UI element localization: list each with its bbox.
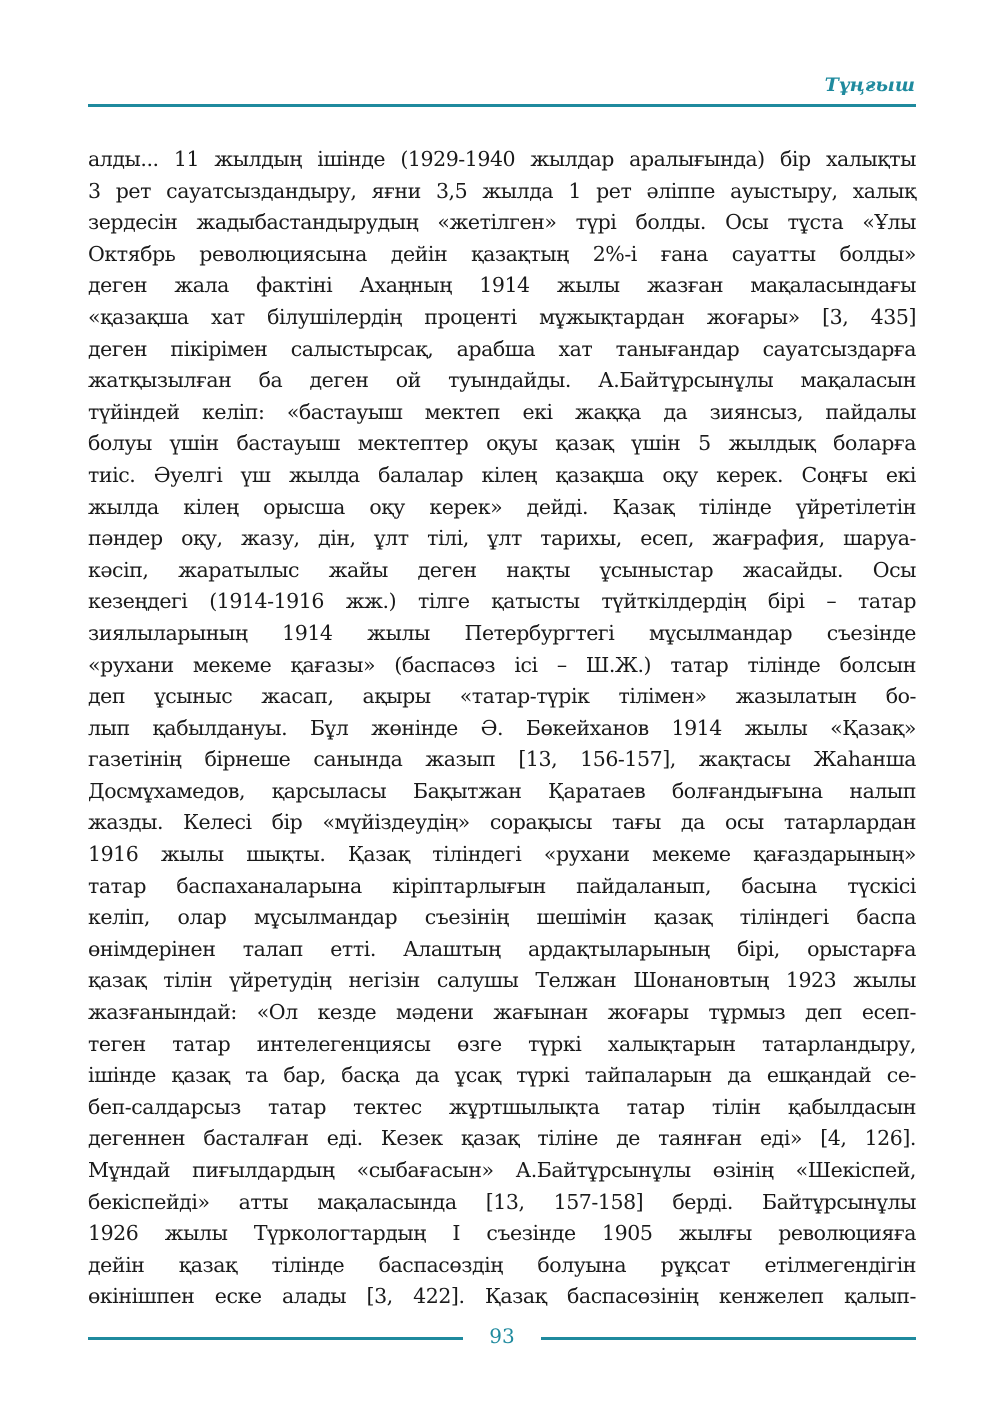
text-line: дегеннен басталған еді. Кезек қазақ тіліне де таянған еді» [4, 126].	[88, 1126, 916, 1151]
text-line: зиялыларының 1914 жылы Петербургтегі мұсылмандар съезінде	[88, 620, 916, 645]
text-line: өнімдерінен талап етті. Алаштың ардақтыларының бірі, орыстарға	[88, 936, 916, 961]
footer-rule-right	[541, 1337, 916, 1340]
text-line: 3 рет сауатсыздандыру, яғни 3,5 жылда 1 рет әліппе ауыстыру, халық	[88, 178, 916, 203]
text-line: татар баспаханаларына кіріптарлығын пайдаланып, басына түскісі	[88, 873, 916, 898]
text-line: «қазақша хат білушілердің проценті мұжықтардан жоғары» [3, 435]	[88, 304, 916, 329]
footer-rule-left	[88, 1337, 463, 1340]
text-line: алды... 11 жылдың ішінде (1929-1940 жылдар аралығында) бір халықты	[88, 147, 916, 171]
text-line: 1916 жылы шықты. Қазақ тіліндегі «рухани мекеме қағаздарының»	[88, 842, 916, 867]
text-line: теген татар интелегенциясы өзге түркі халықтарын татарландыру,	[88, 1031, 916, 1056]
text-line: «рухани мекеме қағазы» (баспасөз ісі – Ш.Ж.) татар тілінде болсын	[88, 652, 916, 677]
text-line: бекіспейді» атты мақаласында [13, 157-158] берді. Байтұрсынұлы	[88, 1189, 916, 1214]
page-number: 93	[489, 1324, 515, 1348]
text-line: қазақ тілін үйретудің негізін салушы Телжан Шонановтың 1923 жылы	[88, 968, 916, 993]
text-line: деп ұсыныс жасап, ақыры «татар-түрік тілімен» жазылатын бо-	[88, 684, 916, 709]
text-line: тиіс. Әуелгі үш жылда балалар кілең қазақша оқу керек. Соңғы екі	[88, 462, 916, 487]
text-line: 1926 жылы Түркологтардың І съезінде 1905 жылғы революцияға	[88, 1221, 916, 1246]
text-line: өкінішпен еске алады [3, 422]. Қазақ баспасөзінің кенжелеп қалып-	[88, 1284, 916, 1309]
text-line: кезеңдегі (1914-1916 жж.) тілге қатысты түйткілдердің бірі – татар	[88, 589, 916, 614]
text-line: Октябрь революциясына дейін қазақтың 2%-і ғана сауатты болды»	[88, 241, 916, 266]
text-line: түйіндей келіп: «бастауыш мектеп екі жаққа да зиянсыз, пайдалы	[88, 399, 916, 424]
text-line: деген пікірімен салыстырсақ, арабша хат танығандар сауатсыздарға	[88, 336, 916, 361]
text-line: дейін қазақ тілінде баспасөздің болуына рұқсат етілмегендігін	[88, 1252, 916, 1277]
text-line: Мұндай пиғылдардың «сыбағасын» А.Байтұрсынұлы өзінің «Шекіспей,	[88, 1158, 916, 1182]
text-line: зердесін жадыбастандырудың «жетілген» түрі болды. Осы тұста «Ұлы	[88, 210, 916, 235]
text-line: жазғанындай: «Ол кезде мәдени жағынан жоғары тұрмыз деп есеп-	[88, 1000, 916, 1025]
body-text	[88, 144, 916, 1313]
text-line: кәсіп, жаратылыс жайы деген нақты ұсыныстар жасайды. Осы	[88, 557, 916, 582]
text-line: пәндер оқу, жазу, дін, ұлт тілі, ұлт тарихы, есеп, жағрафия, шаруа-	[88, 526, 916, 551]
text-line: жылда кілең орысша оқу керек» дейді. Қазақ тілінде үйретілетін	[88, 494, 916, 519]
text-line: болуы үшін бастауыш мектептер оқуы қазақ үшін 5 жылдық боларға	[88, 431, 916, 456]
header-rule	[88, 104, 916, 107]
running-head-title: Тұңғыш	[824, 74, 915, 96]
text-line: лып қабылдануы. Бұл жөнінде Ә. Бөкейханов 1914 жылы «Қазақ»	[88, 715, 916, 740]
text-line: жатқызылған ба деген ой туындайды. А.Байтұрсынұлы мақаласын	[88, 368, 916, 393]
text-line: келіп, олар мұсылмандар съезінің шешімін қазақ тіліндегі баспа	[88, 905, 916, 930]
text-line: ішінде қазақ та бар, басқа да ұсақ түркі тайпаларын да ешқандай се-	[88, 1063, 916, 1088]
text-line: беп-салдарсыз татар тектес жұртшылықта татар тілін қабылдасын	[88, 1094, 916, 1119]
text-line: деген жала фактіні Ахаңның 1914 жылы жазған мақаласындағы	[88, 273, 916, 298]
text-line: Досмұхамедов, қарсыласы Бақытжан Қаратаев болғандығына налып	[88, 778, 916, 803]
text-line: газетінің бірнеше санында жазып [13, 156-157], жақтасы Жаһанша	[88, 747, 916, 772]
text-line: жазды. Келесі бір «мүйіздеудің» сорақысы тағы да осы татарлардан	[88, 810, 916, 835]
